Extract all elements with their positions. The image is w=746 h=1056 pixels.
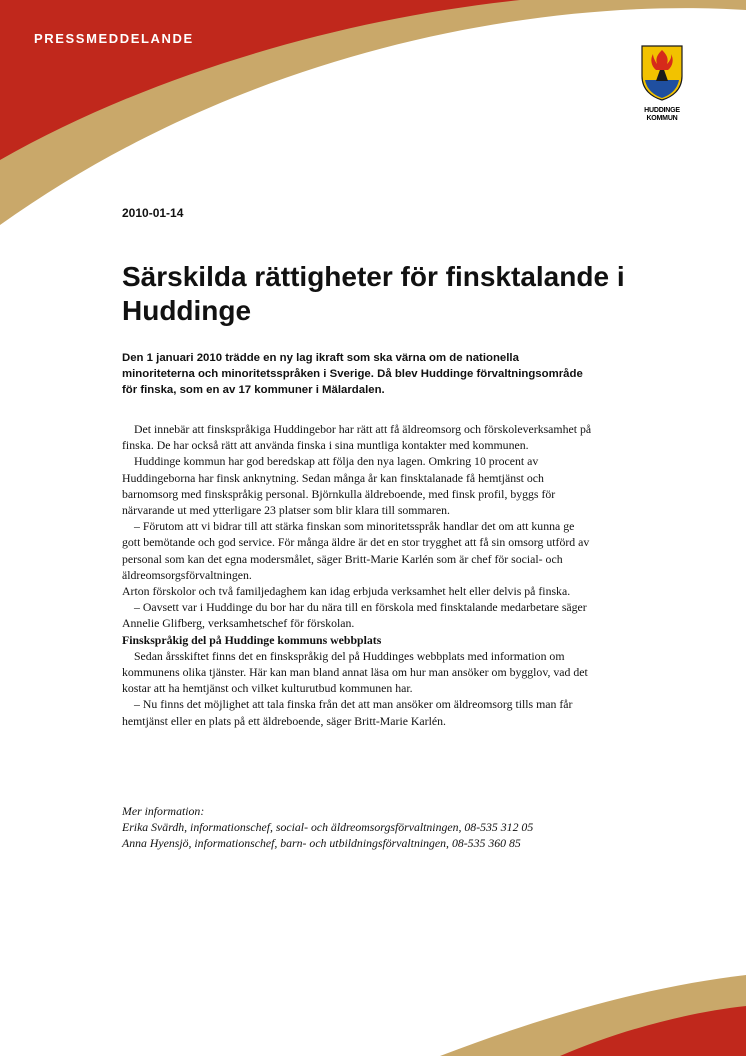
- body-paragraph: Sedan årsskiftet finns det en finskspråkig del på Huddinges webbplats med information om kommunens olika tjänster. Här kan man bland annat läsa om hur man ansöker om bygglov, vad det kostar att ha hemtjänst och vilket kulturutbud kommunen har.: [122, 648, 588, 696]
- logo-line-2: KOMMUN: [646, 115, 678, 122]
- body-paragraph: – Oavsett var i Huddinge du bor har du nära till en förskola med finsktalande medarbetare säger Annelie Glifberg, verksamhetschef för förskolan.: [122, 600, 587, 631]
- section-subheading: Finskspråkig del på Huddinge kommuns webbplats: [122, 632, 382, 647]
- release-date: 2010-01-14: [122, 206, 184, 220]
- article-body: [122, 421, 592, 729]
- body-paragraph: – Nu finns det möjlighet att tala finska från det att man ansöker om äldreomsorg tills man får hemtjänst eller en plats på ett äldreboende, säger Britt-Marie Karlén.: [122, 697, 573, 728]
- huddinge-coat-of-arms-icon: [636, 44, 688, 102]
- contact-info: [122, 803, 592, 852]
- contact-heading: Mer information:: [122, 804, 205, 818]
- contact-line: Erika Svärdh, informationschef, social- och äldreomsorgsförvaltningen, 08-535 312 05: [122, 820, 534, 835]
- page-title: Särskilda rättigheter för finsktalande i Huddinge: [122, 261, 625, 326]
- body-paragraph: Huddinge kommun har god beredskap att följa den nya lagen. Omkring 10 procent av Huddingeborna har finsk anknytning. Sedan många år kan finsktalanade få hemtjänst och barnomsorg med finskspråkig personal. Björnkulla äldreboende, med finsk profil, byggs för närvarande ut med ytterligare 23 platser som blir klara till sommaren.: [122, 454, 556, 518]
- logo-line-1: HUDDINGE: [644, 107, 680, 114]
- body-paragraph: Det innebär att finskspråkiga Huddingebor har rätt att få äldreomsorg och förskoleverksamhet på finska. De har också rätt att använda finska i sina muntliga kontakter med kommunen.: [122, 422, 592, 453]
- body-paragraph: Arton förskolor och två familjedaghem kan idag erbjuda verksamhet helt eller delvis på finska.: [122, 584, 571, 599]
- press-release-label: PRESSMEDDELANDE: [34, 31, 194, 46]
- logo-caption: [636, 107, 688, 123]
- contact-line: Anna Hyensjö, informationschef, barn- och utbildningsförvaltningen, 08-535 360 85: [122, 836, 521, 851]
- lead-paragraph: Den 1 januari 2010 trädde en ny lag ikraft som ska värna om de nationella minoriteterna och minoritetsspråken i Sverige. Då blev Huddinge förvaltningsområde för finska, som en av 17 kommuner i Mälardalen.: [122, 352, 583, 396]
- huddinge-logo: [636, 44, 688, 123]
- body-paragraph: – Förutom att vi bidrar till att stärka finskan som minoritetsspråk handlar det om att kunna ge gott bemötande och god service. För många äldre är det en stor trygghet att få sin omsorg utförd av personal som kan det egna modersmålet, säger Britt-Marie Karlén som är chef för social- och äldreomsorgsförvaltningen.: [122, 519, 590, 582]
